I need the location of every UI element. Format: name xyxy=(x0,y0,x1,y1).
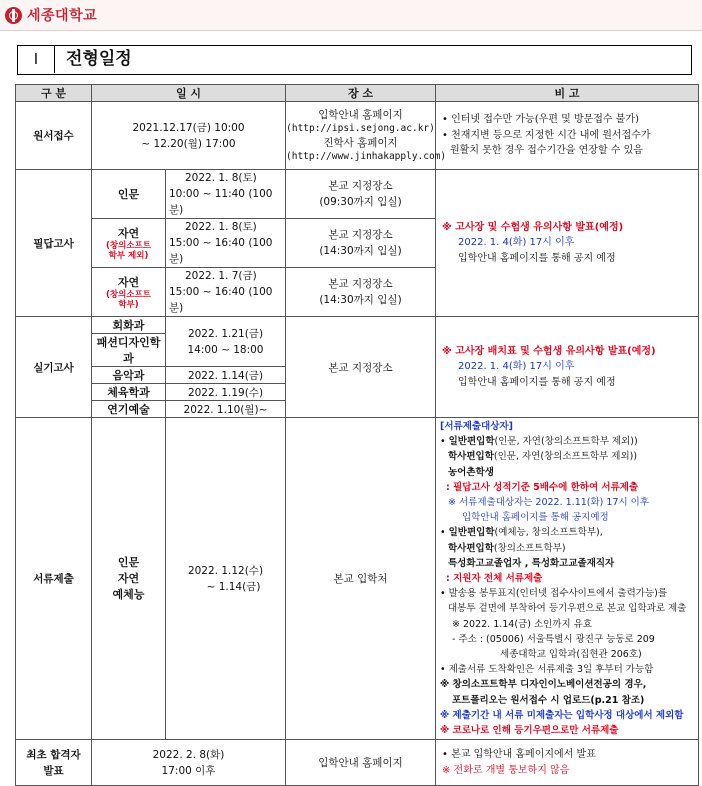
docs-note-21: ※ 코로나로 인해 등기우편으로만 서류제출 xyxy=(440,725,619,737)
written-s2-date xyxy=(166,219,286,268)
written-s1-date xyxy=(166,170,286,219)
category-written: 필답고사 xyxy=(16,170,92,317)
apply-place-1: 입학안내 홈페이지 xyxy=(318,108,403,121)
practical-d3: 2022. 1.14(금) xyxy=(166,367,286,384)
practical-d1-date: 2022. 1.21(금) xyxy=(187,327,264,340)
category-final-2: 발표 xyxy=(43,764,64,777)
docs-note-3-text: (인문, 자연(창의소프트학부 제외)) xyxy=(493,451,638,463)
university-seal-icon xyxy=(5,7,22,24)
docs-note-6: ※ 서류제출대상자는 2022. 1.11(화) 17시 이후 xyxy=(448,497,650,509)
table-row xyxy=(16,740,699,786)
docs-note-20: ※ 제출기간 내 서류 미제출자는 입학사정 대상에서 제외함 xyxy=(440,709,684,721)
written-s3-sub1: (창의소프트 xyxy=(106,290,151,300)
written-s3-place xyxy=(286,268,436,317)
practical-s4: 체육학과 xyxy=(92,384,166,401)
practical-note-1: ※ 고사장 배치표 및 수험생 유의사항 발표(예정) xyxy=(442,345,656,357)
written-s1-date2: 10:00 ~ 11:40 (100분) xyxy=(169,188,273,216)
written-note-1: ※ 고사장 및 수험생 유의사항 발표(예정) xyxy=(442,221,624,233)
docs-note-9-text: (창의소프트학부) xyxy=(493,542,566,554)
docs-note-8-bold: 일반편입학 xyxy=(448,527,495,539)
practical-s1: 회화과 xyxy=(92,317,166,334)
written-s2-place xyxy=(286,219,436,268)
docs-date2: ~ 1.14(금) xyxy=(206,580,261,593)
final-note xyxy=(436,740,699,786)
written-s2-title: 자연 xyxy=(117,227,140,240)
category-final xyxy=(16,740,92,786)
table-header-row xyxy=(16,85,699,102)
written-s3-sub2: 학부) xyxy=(118,300,139,310)
section-number: Ⅰ xyxy=(18,46,55,73)
docs-note-2-bold: 일반편입학 xyxy=(448,436,495,448)
final-note-1: • 본교 입학안내 홈페이지에서 발표 xyxy=(442,749,596,761)
docs-note-3-bold: 학사편입학 xyxy=(448,451,494,463)
header-place: 장 소 xyxy=(286,85,436,102)
docs-note-2 xyxy=(440,434,694,449)
written-s2-sub2: 학부 제외) xyxy=(108,251,149,261)
docs-note-9 xyxy=(440,541,694,556)
apply-note-2: • 천재지변 등으로 지정한 시간 내에 원서접수가 xyxy=(442,129,651,141)
docs-date xyxy=(166,418,286,740)
final-date1: 2022. 2. 8(화) xyxy=(152,748,225,761)
final-date2: 17:00 이후 xyxy=(161,764,216,777)
written-s2-place2: (14:30까지 입실) xyxy=(319,245,402,257)
docs-date1: 2022. 1.12(수) xyxy=(187,564,264,577)
category-final-1: 최초 합격자 xyxy=(26,748,81,761)
apply-place-3: 진학사 홈페이지 xyxy=(323,136,398,149)
table-row xyxy=(16,102,699,170)
docs-note-18: ※ 창의소프트학부 디자인이노베이션전공의 경우, xyxy=(440,679,647,691)
university-logo[interactable] xyxy=(5,5,97,25)
jinhak-url-link[interactable]: (http://www.jinhakapply.com) xyxy=(286,150,447,162)
practical-s5: 연기예술 xyxy=(92,401,166,418)
header-note: 비 고 xyxy=(436,85,699,102)
written-s3-place1: 본교 지정장소 xyxy=(328,278,393,290)
section-title: 전형일정 xyxy=(66,49,132,69)
written-s1-place1: 본교 지정장소 xyxy=(328,180,393,192)
apply-note xyxy=(436,102,699,170)
docs-note-1: [서류제출대상자] xyxy=(440,421,513,432)
header-category: 구 분 xyxy=(16,85,92,102)
docs-note-14: ※ 2022. 1.14(금) 소인까지 유효 xyxy=(452,618,593,630)
docs-note-8-text: (예체능, 창의소프트학부), xyxy=(494,527,603,539)
category-docs: 서류제출 xyxy=(16,418,92,740)
category-practical: 실기고사 xyxy=(16,317,92,418)
docs-note-19: 포트폴리오는 원서접수 시 업로드(p.21 참조) xyxy=(452,694,645,706)
docs-s1: 인문 xyxy=(117,555,140,569)
written-s2-name xyxy=(92,219,166,268)
docs-note-8-bullet: • xyxy=(440,527,449,539)
table-row xyxy=(16,317,699,334)
written-s3-date xyxy=(166,268,286,317)
docs-note-10: 특성화고교졸업자 , 특성화고교졸재직자 xyxy=(448,557,615,569)
logo-text: 세종대학교 xyxy=(27,8,98,24)
written-s2-place1: 본교 지정장소 xyxy=(328,229,393,241)
apply-date-start: 2021.12.17(금) 10:00 xyxy=(132,121,245,134)
written-s1-name: 인문 xyxy=(92,170,166,219)
practical-d1-time: 14:00 ~ 18:00 xyxy=(187,343,264,356)
docs-note-2-bullet: • xyxy=(440,436,449,448)
header-datetime: 일 시 xyxy=(92,85,286,102)
written-s2-date2: 15:00 ~ 16:40 (100분) xyxy=(169,237,273,265)
written-note-2: 2022. 1. 4(화) 17시 이후 xyxy=(458,237,575,249)
practical-note-3: 입학안내 홈페이지를 통해 공지 예정 xyxy=(458,376,616,388)
written-s1-place xyxy=(286,170,436,219)
apply-date xyxy=(92,102,286,170)
docs-note-11: : 지원자 전체 서류제출 xyxy=(446,573,543,585)
apply-note-3: 원활치 못한 경우 접수기간을 연장할 수 있음 xyxy=(450,145,643,157)
written-s2-date1: 2022. 1. 8(토) xyxy=(185,221,257,233)
practical-d4: 2022. 1.19(수) xyxy=(166,384,286,401)
docs-note-7: 입학안내 홈페이지를 통해 공지예정 xyxy=(462,512,609,524)
final-note-2: ※ 전화로 개별 통보하지 않음 xyxy=(442,764,570,776)
final-date xyxy=(92,740,286,786)
written-s1-place2: (09:30까지 입실) xyxy=(319,196,402,208)
docs-note-16: 세종대학교 입학과(집현관 206호) xyxy=(500,649,642,661)
table-row xyxy=(16,170,699,219)
practical-d1 xyxy=(166,317,286,367)
written-s3-date1: 2022. 1. 7(금) xyxy=(185,270,257,282)
sejong-url-link[interactable]: (http://ipsi.sejong.ac.kr) xyxy=(286,122,435,134)
section-title-box xyxy=(17,45,692,75)
docs-sections xyxy=(92,418,166,740)
apply-date-end: ~ 12.20(월) 17:00 xyxy=(141,137,236,150)
docs-note-8 xyxy=(440,525,694,540)
category-apply: 원서접수 xyxy=(16,102,92,170)
final-place: 입학안내 홈페이지 xyxy=(286,740,436,786)
written-note xyxy=(436,170,699,317)
written-s3-name xyxy=(92,268,166,317)
docs-place: 본교 입학처 xyxy=(286,418,436,740)
written-s1-date1: 2022. 1. 8(토) xyxy=(185,172,257,184)
practical-note-2: 2022. 1. 4(화) 17시 이후 xyxy=(458,361,575,373)
docs-note-3 xyxy=(440,449,694,464)
docs-note xyxy=(436,418,699,740)
written-s3-title: 자연 xyxy=(117,276,140,289)
table-row xyxy=(16,418,699,740)
practical-s3: 음악과 xyxy=(92,367,166,384)
written-s2-sub1: (창의소프트 xyxy=(106,241,151,251)
practical-place: 본교 지정장소 xyxy=(286,317,436,418)
docs-s3: 예체능 xyxy=(112,587,145,601)
practical-note xyxy=(436,317,699,418)
docs-note-5: : 필답고사 성적기준 5배수에 한하여 서류제출 xyxy=(446,481,639,493)
docs-s2: 자연 xyxy=(117,571,140,585)
practical-s2: 패션디자인학과 xyxy=(92,334,166,367)
written-note-3: 입학안내 홈페이지를 통해 공지 예정 xyxy=(458,252,616,264)
written-s3-place2: (14:30까지 입실) xyxy=(319,294,402,306)
apply-note-1: • 인터넷 접수만 가능(우편 및 방문접수 불가) xyxy=(442,114,639,126)
written-s3-date2: 15:00 ~ 16:40 (100분) xyxy=(169,286,273,314)
docs-note-2-text: (인문, 자연(창의소프트학부 제외)) xyxy=(494,436,638,448)
docs-note-13: 대봉투 겉면에 부착하여 등기우편으로 본교 입학과로 제출 xyxy=(448,603,687,615)
schedule-table xyxy=(15,84,699,786)
top-bar xyxy=(0,0,702,31)
docs-note-4: 농어촌학생 xyxy=(448,466,494,478)
docs-note-12: • 발송용 봉투표지(인터넷 접수사이트에서 출력가능)를 xyxy=(440,588,667,600)
docs-note-17: • 제출서류 도착확인은 서류제출 3일 후부터 가능함 xyxy=(440,664,654,676)
apply-place xyxy=(286,102,447,170)
docs-note-15: - 주소 : (05006) 서울특별시 광진구 능동로 209 xyxy=(452,633,655,645)
practical-d5: 2022. 1.10(월)~ xyxy=(166,401,286,418)
docs-note-9-bold: 학사편입학 xyxy=(448,542,494,554)
